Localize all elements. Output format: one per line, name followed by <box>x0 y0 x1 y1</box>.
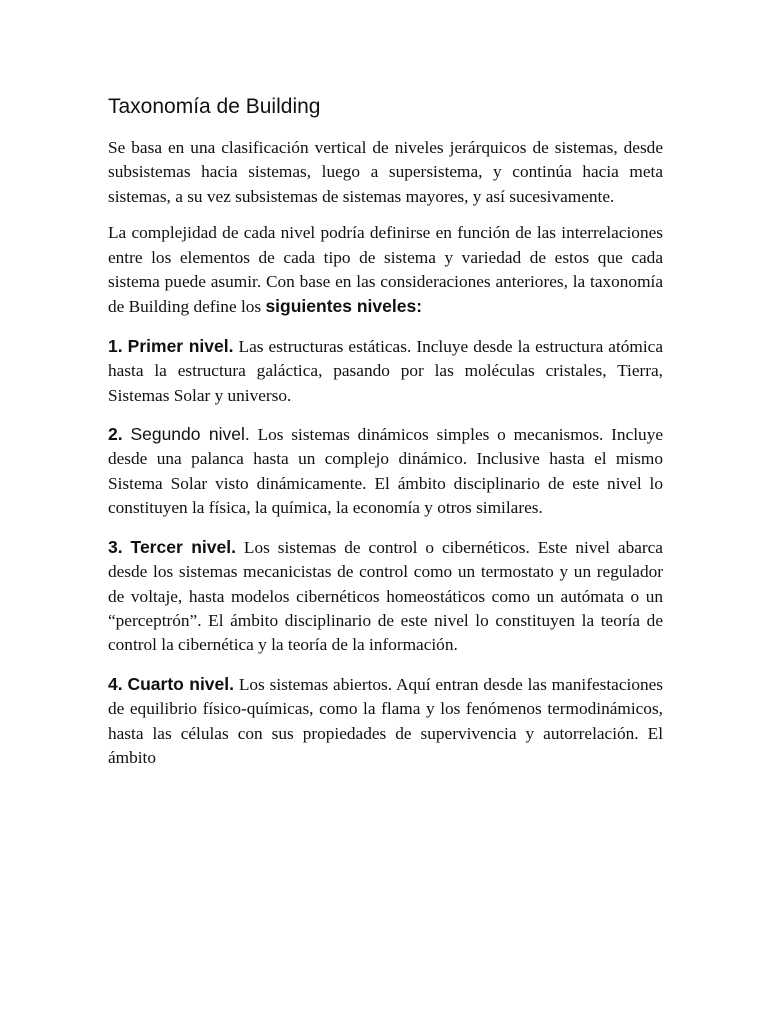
level-heading: Tercer nivel. <box>130 536 236 557</box>
document-title: Taxonomía de Building <box>108 95 321 118</box>
level-item-2 <box>108 422 663 521</box>
level-number: 1. <box>108 335 123 356</box>
level-number: 2. <box>108 424 123 445</box>
level-item-4 <box>108 672 663 771</box>
intro-paragraph: Se basa en una clasificación vertical de niveles jerárquicos de sistemas, desde subsistemas hacia sistemas, luego a supersistema, y continúa hacia meta sistemas, a su vez subsistemas de sistemas mayores, y así sucesivamente. <box>108 138 663 206</box>
level-text: Los sistemas abiertos. Aquí entran desde las manifestaciones de equilibrio físico-químicas, como la flama y los fenómenos termodinámicos, hasta las células con sus propiedades de supervivencia y autorrelación. El ámbito <box>108 674 663 767</box>
document-page <box>108 92 663 784</box>
level-heading: Primer nivel. <box>127 335 234 356</box>
complexity-paragraph <box>108 221 663 320</box>
level-number: 3. <box>108 536 123 557</box>
level-item-1 <box>108 334 663 408</box>
level-number: 4. <box>108 673 123 694</box>
level-text: Los sistemas dinámicos simples o mecanismos. Incluye desde una palanca hasta un complejo dinámico. Inclusive hasta el mismo Sistema Solar visto dinámicamente. El ámbito disciplinario de este nivel lo constituyen la física, la química, la economía y otros similares. <box>108 425 664 518</box>
level-text: Los sistemas de control o cibernéticos. Este nivel abarca desde los sistemas mecanicistas de control como un termostato y un regulador de voltaje, hasta modelos cibernéticos homeostáticos como un autómata o un “perceptrón”. El ámbito disciplinario de este nivel lo constituyen la teoría de control la cibernética y la teoría de la información. <box>108 537 663 655</box>
level-heading: Segundo nivel. <box>130 424 250 445</box>
level-item-3 <box>108 535 663 658</box>
level-heading: Cuarto nivel. <box>127 673 234 694</box>
levels-lead-in: siguientes niveles: <box>265 296 423 317</box>
level-text: Las estructuras estáticas. Incluye desde la estructura atómica hasta la estructura galáctica, pasando por las moléculas cristales, Tierra, Sistemas Solar y universo. <box>108 336 663 405</box>
complexity-paragraph-text: La complejidad de cada nivel podría definirse en función de las interrelaciones entre los elementos de cada tipo de sistema y variedad de estos que cada sistema puede asumir. Con base en las consideraciones anteriores, la taxonomía de Building define los <box>108 223 663 317</box>
